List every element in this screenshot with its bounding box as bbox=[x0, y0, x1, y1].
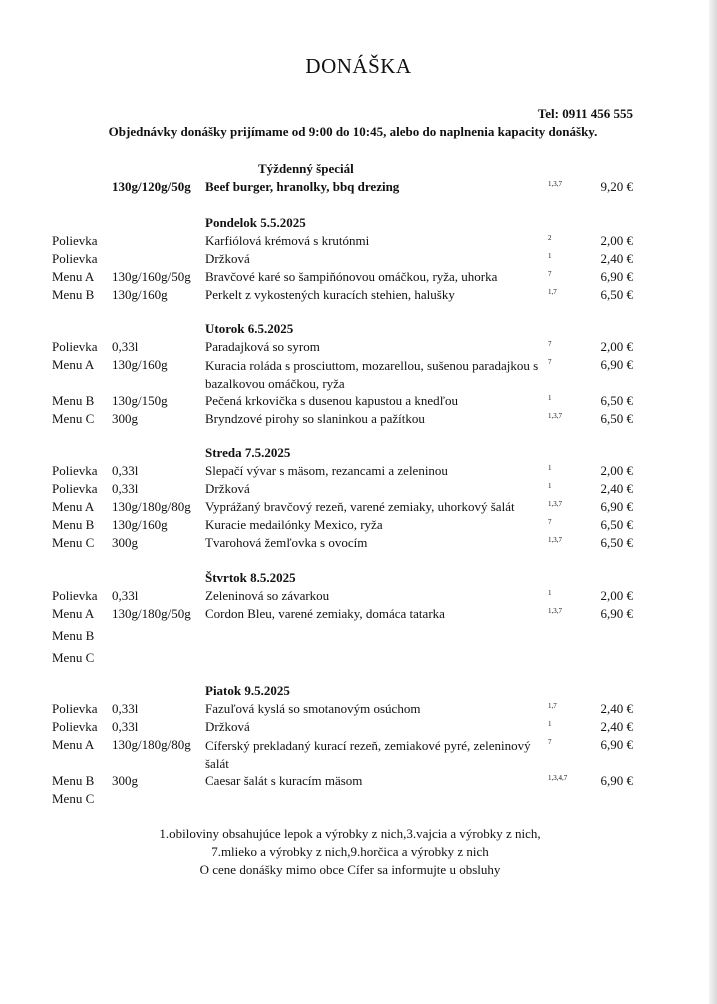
item-dish: Perkelt z vykostených kuracích stehien, halušky bbox=[205, 287, 455, 302]
phone-number: Tel: 0911 456 555 bbox=[537, 106, 633, 121]
item-type: Menu A bbox=[52, 606, 95, 621]
weekly-special-heading: Týždenný špeciál bbox=[258, 161, 354, 176]
item-allergens: 2 bbox=[548, 234, 552, 242]
item-price: 2,40 € bbox=[600, 701, 633, 716]
menu-row bbox=[0, 411, 717, 429]
item-weight: 0,33l bbox=[112, 588, 139, 603]
item-allergens: 1 bbox=[548, 394, 552, 402]
item-dish: Caesar šalát s kuracím mäsom bbox=[205, 773, 363, 788]
item-type: Menu B bbox=[52, 517, 95, 532]
item-dish: Pečená krkovička s dusenou kapustou a knedľou bbox=[205, 393, 458, 408]
item-weight: 0,33l bbox=[112, 339, 139, 354]
menu-row bbox=[0, 588, 717, 606]
menu-row bbox=[0, 719, 717, 737]
day-heading: Pondelok 5.5.2025 bbox=[205, 215, 306, 230]
item-type: Polievka bbox=[52, 588, 98, 603]
item-dish: Fazuľová kyslá so smotanovým osúchom bbox=[205, 701, 421, 716]
item-dish: Bravčové karé so šampiňónovou omáčkou, ryža, uhorka bbox=[205, 269, 498, 284]
menu-row bbox=[0, 791, 717, 809]
item-price: 6,50 € bbox=[600, 393, 633, 408]
item-weight: 0,33l bbox=[112, 481, 139, 496]
item-weight: 300g bbox=[112, 411, 138, 426]
menu-row bbox=[0, 737, 717, 771]
day-heading: Utorok 6.5.2025 bbox=[205, 321, 294, 336]
menu-row bbox=[0, 269, 717, 287]
item-weight: 0,33l bbox=[112, 463, 139, 478]
item-weight: 130g/150g bbox=[112, 393, 168, 408]
item-type: Polievka bbox=[52, 481, 98, 496]
item-type: Polievka bbox=[52, 251, 98, 266]
item-price: 2,00 € bbox=[600, 463, 633, 478]
menu-row bbox=[0, 535, 717, 553]
footnote-line: 1.obiloviny obsahujúce lepok a výrobky z nich,3.vajcia a výrobky z nich, bbox=[159, 826, 541, 841]
item-allergens: 7 bbox=[548, 738, 552, 746]
item-allergens: 1 bbox=[548, 464, 552, 472]
item-type: Menu A bbox=[52, 737, 95, 752]
item-dish: Držková bbox=[205, 719, 250, 734]
item-allergens: 1,3,7 bbox=[548, 536, 562, 544]
item-price: 6,90 € bbox=[600, 357, 633, 372]
special-weight: 130g/120g/50g bbox=[112, 179, 191, 194]
item-price: 6,90 € bbox=[600, 737, 633, 752]
menu-row bbox=[0, 393, 717, 411]
item-type: Menu B bbox=[52, 628, 95, 643]
item-type: Polievka bbox=[52, 339, 98, 354]
item-type: Polievka bbox=[52, 719, 98, 734]
item-weight: 130g/180g/80g bbox=[112, 499, 191, 514]
item-price: 6,50 € bbox=[600, 535, 633, 550]
item-dish: Zeleninová so závarkou bbox=[205, 588, 330, 603]
day-heading: Piatok 9.5.2025 bbox=[205, 683, 290, 698]
item-dish: Držková bbox=[205, 481, 250, 496]
item-type: Menu C bbox=[52, 791, 95, 806]
item-allergens: 1,3,7 bbox=[548, 500, 562, 508]
item-type: Menu A bbox=[52, 357, 95, 372]
menu-row bbox=[0, 499, 717, 517]
item-allergens: 7 bbox=[548, 358, 552, 366]
item-weight: 130g/160g bbox=[112, 357, 168, 372]
item-price: 2,40 € bbox=[600, 251, 633, 266]
item-allergens: 1,3,7 bbox=[548, 412, 562, 420]
item-dish: Bryndzové pirohy so slaninkou a pažítkou bbox=[205, 411, 425, 426]
item-dish: Karfiólová krémová s krutónmi bbox=[205, 233, 370, 248]
item-allergens: 1,7 bbox=[548, 702, 557, 710]
item-weight: 130g/160g bbox=[112, 287, 168, 302]
item-dish: Kuracie medailónky Mexico, ryža bbox=[205, 517, 383, 532]
item-type: Polievka bbox=[52, 701, 98, 716]
item-price: 6,90 € bbox=[600, 606, 633, 621]
item-allergens: 1 bbox=[548, 720, 552, 728]
item-allergens: 7 bbox=[548, 340, 552, 348]
item-allergens: 1,3,4,7 bbox=[548, 774, 568, 782]
item-dish: Cordon Bleu, varené zemiaky, domáca tatarka bbox=[205, 606, 445, 621]
item-price: 6,90 € bbox=[600, 499, 633, 514]
menu-row bbox=[0, 481, 717, 499]
item-dish: Paradajková so syrom bbox=[205, 339, 320, 354]
item-allergens: 1 bbox=[548, 252, 552, 260]
menu-row bbox=[0, 517, 717, 535]
item-type: Menu B bbox=[52, 773, 95, 788]
item-weight: 300g bbox=[112, 535, 138, 550]
item-allergens: 1,7 bbox=[548, 288, 557, 296]
item-type: Polievka bbox=[52, 463, 98, 478]
item-weight: 300g bbox=[112, 773, 138, 788]
item-dish: Kuracia roláda s prosciuttom, mozarellou, sušenou paradajkou s bazalkovou omáčkou, ryža bbox=[205, 358, 539, 391]
item-allergens: 7 bbox=[548, 518, 552, 526]
item-dish: Vyprážaný bravčový rezeň, varené zemiaky, uhorkový šalát bbox=[205, 499, 515, 514]
item-type: Menu B bbox=[52, 393, 95, 408]
item-type: Menu B bbox=[52, 287, 95, 302]
menu-row bbox=[0, 287, 717, 305]
menu-row bbox=[0, 357, 717, 391]
menu-row bbox=[0, 463, 717, 481]
menu-row bbox=[0, 251, 717, 269]
menu-row bbox=[0, 339, 717, 357]
page-title: DONÁŠKA bbox=[305, 54, 412, 78]
weekly-special-row bbox=[0, 179, 717, 197]
menu-row bbox=[0, 701, 717, 719]
item-price: 6,90 € bbox=[600, 269, 633, 284]
menu-row bbox=[0, 773, 717, 791]
delivery-note: O cene donášky mimo obce Cífer sa informujte u obsluhy bbox=[199, 862, 501, 877]
item-allergens: 1 bbox=[548, 482, 552, 490]
item-type: Menu A bbox=[52, 499, 95, 514]
item-price: 2,40 € bbox=[600, 481, 633, 496]
menu-row bbox=[0, 606, 717, 624]
item-price: 2,00 € bbox=[600, 339, 633, 354]
item-weight: 130g/160g/50g bbox=[112, 269, 191, 284]
item-price: 6,50 € bbox=[600, 287, 633, 302]
item-dish: Držková bbox=[205, 251, 250, 266]
item-weight: 130g/180g/80g bbox=[112, 737, 191, 752]
item-allergens: 7 bbox=[548, 270, 552, 278]
day-heading: Streda 7.5.2025 bbox=[205, 445, 291, 460]
item-type: Polievka bbox=[52, 233, 98, 248]
menu-row bbox=[0, 233, 717, 251]
footnote-line: 7.mlieko a výrobky z nich,9.horčica a výrobky z nich bbox=[211, 844, 489, 859]
item-price: 6,50 € bbox=[600, 517, 633, 532]
item-price: 2,00 € bbox=[600, 588, 633, 603]
item-price: 6,90 € bbox=[600, 773, 633, 788]
allergen-footnotes bbox=[0, 825, 700, 879]
item-price: 2,00 € bbox=[600, 233, 633, 248]
menu-row bbox=[0, 628, 717, 646]
special-dish: Beef burger, hranolky, bbq drezing bbox=[205, 179, 400, 194]
item-weight: 0,33l bbox=[112, 701, 139, 716]
menu-row bbox=[0, 650, 717, 668]
order-hours-note: Objednávky donášky prijímame od 9:00 do 10:45, alebo do naplnenia kapacity donášky. bbox=[108, 124, 598, 139]
item-weight: 0,33l bbox=[112, 719, 139, 734]
special-price: 9,20 € bbox=[600, 179, 633, 194]
item-weight: 130g/160g bbox=[112, 517, 168, 532]
item-dish: Cíferský prekladaný kurací rezeň, zemiakové pyré, zeleninový šalát bbox=[205, 738, 531, 771]
item-allergens: 1,3,7 bbox=[548, 607, 562, 615]
item-type: Menu C bbox=[52, 650, 95, 665]
item-dish: Slepačí vývar s mäsom, rezancami a zeleninou bbox=[205, 463, 448, 478]
item-type: Menu C bbox=[52, 535, 95, 550]
special-allergens: 1,3,7 bbox=[548, 180, 562, 188]
item-dish: Tvarohová žemľovka s ovocím bbox=[205, 535, 368, 550]
day-heading: Štvrtok 8.5.2025 bbox=[205, 570, 296, 585]
item-price: 2,40 € bbox=[600, 719, 633, 734]
item-price: 6,50 € bbox=[600, 411, 633, 426]
item-weight: 130g/180g/50g bbox=[112, 606, 191, 621]
item-type: Menu A bbox=[52, 269, 95, 284]
item-allergens: 1 bbox=[548, 589, 552, 597]
item-type: Menu C bbox=[52, 411, 95, 426]
